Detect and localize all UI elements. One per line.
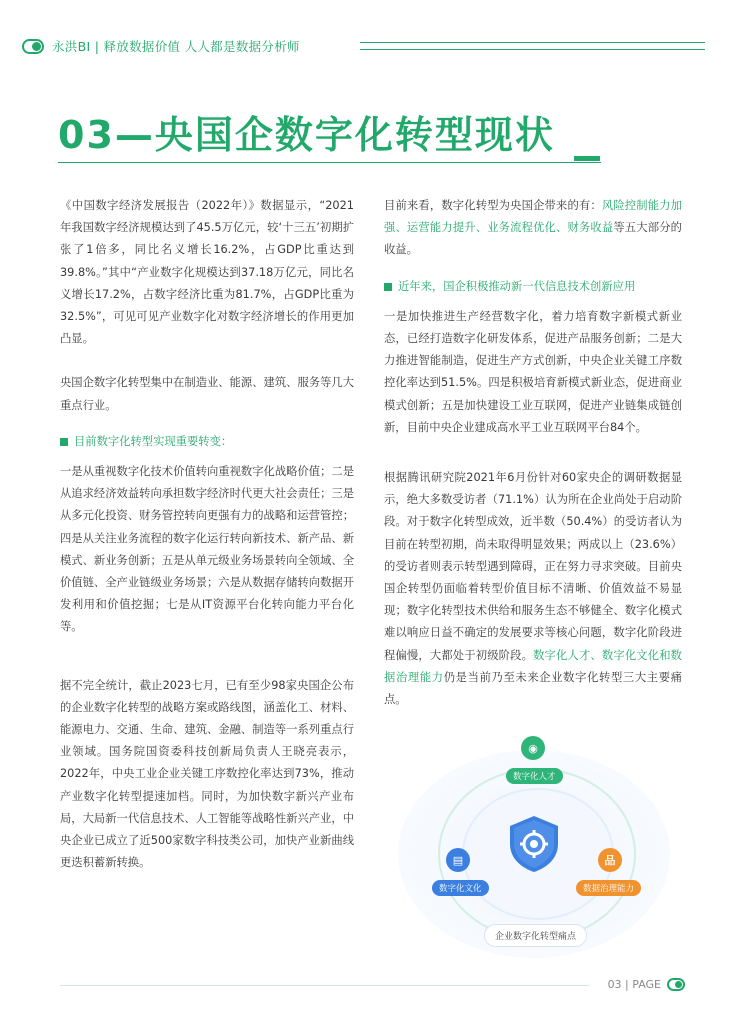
left-column [60, 195, 354, 874]
paragraph-statistics: 据不完全统计，截止2023七月，已有至少98家央国企公布的企业数字化转型的战略方案或路线图，涵盖化工、材料、能源电力、交通、生命、建筑、金融、制造等一系列重点行业领域。国务院国资委科技创新局负责人王晓亮表示，2022年，中央工业企业关键工序数控化率达到73%，推动产业数字化转型提速加档。同时，为加快数字新兴产业布局，大局新一代信息技术、人工智能等战略性新兴产业，中央企业已成立了近500家数字科技类公司，加快产业新曲线更迭积蓄新转换。 [60, 678, 354, 870]
title-accent-bar [574, 156, 600, 161]
page-title: 03—央国企数字化转型现状 [58, 113, 555, 157]
survey-highlight: 数字化人才、数字化文化和数据治理能力 [384, 648, 682, 684]
benefits-post: 等五大部分的收益。 [384, 221, 682, 257]
page-footer [608, 978, 685, 991]
paragraph-benefits [384, 195, 682, 262]
brand-header [22, 36, 300, 56]
square-bullet-icon [384, 283, 392, 291]
benefits-highlight: 风险控制能力加强、运营能力提升、业务流程优化、财务收益 [384, 199, 682, 235]
survey-post: 仍是当前乃至未来企业数字化转型三大主要痛点。 [384, 670, 682, 707]
survey-pre: 根据腾讯研究院2021年6月份针对60家央企的调研数据显示，绝大多数受访者（71.1%）认为所在企业尚处于启动阶段。对于数字化转型成效，近半数（50.4%）的受访者认为目前在转型初期，尚未取得明显效果；两成以上（23.6%）的受访者则表示转型遇到障碍，正在努力寻求突破。目前央国企转型仍面临着转型价值目标不清晰、价值效益不易显现；数字化转型技术供给和服务生态不够健全、数字化模式难以响应日益不确定的发展要求等核心问题，数字化阶段进程偏慢，大都处于初级阶段。 [384, 471, 682, 662]
paragraph-seven-shifts: 一是从重视数字化技术价值转向重视数字化战略价值；二是从追求经济效益转向承担数字经济时代更大社会责任；三是从多元化投资、财务管控转向更强有力的战略和运营管控；四是从关注业务流程的数字化运行转向新技术、新产品、新模式、新业务创新；五是从单元级业务场景转向全领域、全价值链、全产业链级业务场景；六是从数据存储转向数据开发利用和价值挖掘；七是从IT资源平台化转向能力平台化等。 [60, 465, 354, 634]
toggle-icon [667, 978, 685, 991]
governance-icon: 品 [598, 848, 622, 872]
square-bullet-icon [60, 438, 68, 446]
pain-points-diagram [380, 730, 688, 975]
toggle-icon [22, 39, 44, 54]
book-icon: ▤ [446, 848, 470, 872]
footer-line [60, 985, 589, 986]
node-talent: 数字化人才 [506, 768, 563, 784]
paragraph-survey [384, 467, 682, 711]
subheading-transformation [60, 431, 354, 453]
right-column [384, 195, 682, 711]
benefits-pre: 目前来看，数字化转型为央国企带来的有： [384, 199, 602, 212]
title-rule [58, 162, 601, 163]
brand-text: 永洪BI | 释放数据价值 人人都是数据分析师 [52, 39, 300, 54]
subheading-text: 近年来，国企积极推动新一代信息技术创新应用 [398, 279, 636, 293]
page-number: 03 | PAGE [607, 978, 661, 991]
subheading-text: 目前数字化转型实现重要转变： [74, 434, 233, 448]
paragraph-initiatives: 一是加快推进生产经营数字化，着力培育数字新模式新业态，已经打造数字化研发体系，促进产品服务创新；二是大力推进智能制造，促进生产方式创新，中央企业关键工序数控化率达到51.5%。四是积极培育新模式新业态，促进商业模式创新；五是加快建设工业互联网，促进产业链集成链创新，目前中央企业建成高水平工业互联网平台84个。 [384, 309, 682, 434]
header-double-line [360, 42, 705, 50]
paragraph-key-industries: 央国企数字化转型集中在制造业、能源、建筑、服务等几大重点行业。 [60, 376, 354, 412]
diagram-caption: 企业数字化转型痛点 [484, 924, 587, 947]
shield-gear-icon [506, 814, 562, 874]
paragraph-economy-report: 《中国数字经济发展报告（2022年）》数据显示，“2021年我国数字经济规模达到了45.5万亿元，较‘十三五’初期扩张了1倍多，同比名义增长16.2%，占GDP比重达到39.8%。”其中“产业数字化规模达到37.18万亿元，同比名义增长17.2%，占数字经济比重为81.7%，占GDP比重为32.5%”，可见可见产业数字化对数字经济增长的作用更加凸显。 [60, 199, 354, 346]
person-icon: ◉ [521, 736, 545, 760]
node-data-governance: 数据治理能力 [576, 880, 641, 896]
node-culture: 数字化文化 [432, 880, 489, 896]
subheading-innovation [384, 276, 682, 298]
